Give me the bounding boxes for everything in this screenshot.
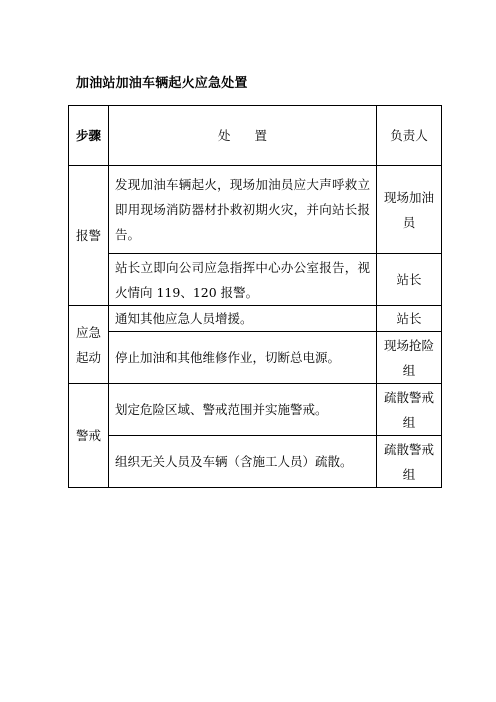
table-row xyxy=(69,436,442,488)
step-cell-cordon: 警戒 xyxy=(69,384,109,488)
table-row xyxy=(69,254,442,306)
action-cell: 发现加油车辆起火，现场加油员应大声呼救立即用现场消防器材扑救初期火灾，并向站长报告。 xyxy=(109,166,377,254)
header-action: 处 置 xyxy=(109,106,377,166)
header-step: 步骤 xyxy=(69,106,109,166)
step-cell-emergency-start: 应急起动 xyxy=(69,306,109,384)
action-cell: 组织无关人员及车辆（含施工人员）疏散。 xyxy=(109,436,377,488)
owner-cell: 现场抢险组 xyxy=(377,332,442,384)
owner-cell: 站长 xyxy=(377,306,442,332)
table-row xyxy=(69,306,442,332)
step-cell-alarm: 报警 xyxy=(69,166,109,306)
action-cell: 停止加油和其他维修作业，切断总电源。 xyxy=(109,332,377,384)
owner-cell: 疏散警戒组 xyxy=(377,384,442,436)
owner-cell: 疏散警戒组 xyxy=(377,436,442,488)
action-cell: 站长立即向公司应急指挥中心办公室报告，视火情向 119、120 报警。 xyxy=(109,254,377,306)
action-cell: 划定危险区域、警戒范围并实施警戒。 xyxy=(109,384,377,436)
emergency-procedure-table xyxy=(68,105,442,488)
header-owner: 负责人 xyxy=(377,106,442,166)
table-row xyxy=(69,166,442,254)
owner-cell: 现场加油员 xyxy=(377,166,442,254)
action-cell: 通知其他应急人员增援。 xyxy=(109,306,377,332)
table-row xyxy=(69,384,442,436)
table-row xyxy=(69,332,442,384)
document-title: 加油站加油车辆起火应急处置 xyxy=(76,76,248,91)
owner-cell: 站长 xyxy=(377,254,442,306)
table-header-row xyxy=(69,106,442,166)
